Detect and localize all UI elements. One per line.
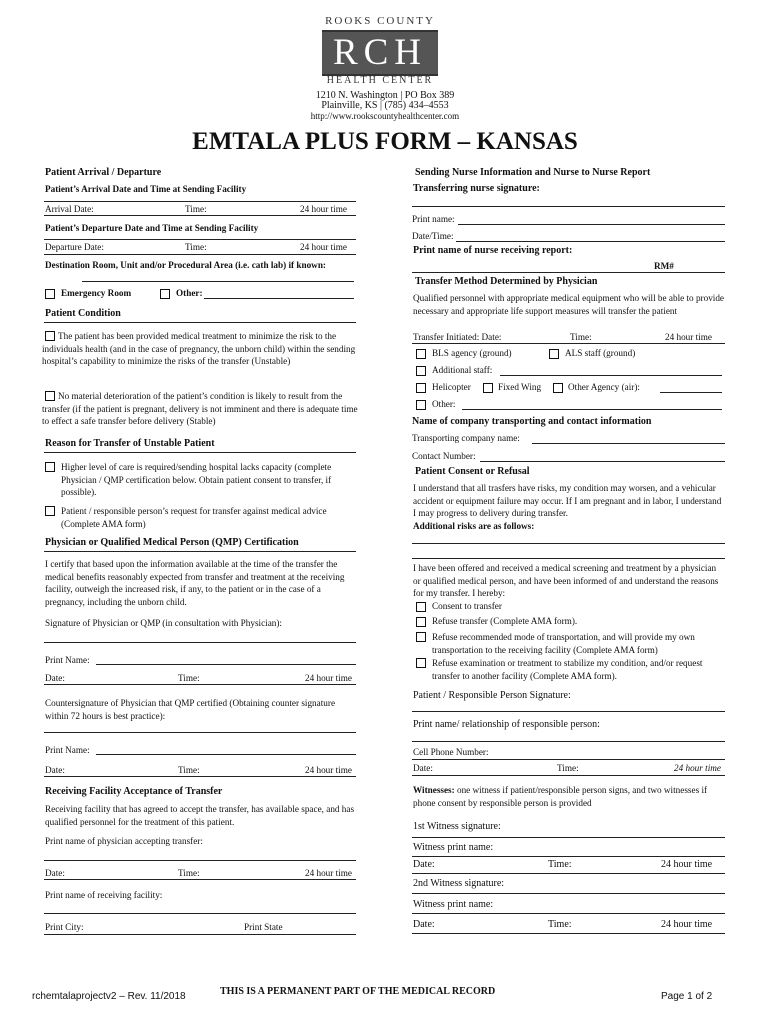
other-transport-line[interactable] (462, 409, 722, 410)
city-state-line[interactable] (44, 934, 356, 935)
arrival-24h-label: 24 hour time (300, 204, 347, 214)
destination-label: Destination Room, Unit and/or Procedural Area (i.e. cath lab) if known: (45, 260, 326, 270)
first-witness-24h-label: 24 hour time (661, 859, 713, 870)
second-witness-time-label: Time: (548, 919, 572, 930)
receiving-facility-line[interactable] (44, 913, 356, 914)
logo-top-text: ROOKS COUNTY (325, 15, 435, 27)
counter-print-name-label: Print Name: (45, 745, 90, 755)
countersignature-label: Countersignature of Physician that QMP certified (Obtaining counter signature within 72 hours is best practice): (45, 698, 336, 721)
refuse-examination-checkbox[interactable] (416, 658, 426, 668)
reason-higher-level-checkbox[interactable] (45, 462, 55, 472)
counter-date-line[interactable] (44, 776, 356, 777)
method-text: Qualified personnel with appropriate medical equipment who will be able to provide necessary and appropriate life support measures will transfer the patient (413, 293, 725, 316)
qmp-underline (44, 551, 356, 552)
counter-print-name-line[interactable] (96, 754, 356, 755)
footer-page-number: Page 1 of 2 (661, 991, 713, 1002)
screening-text: I have been offered and received a medical screening and treatment by a physician or qualified medical person, and have been informed of and understand the reasons for my transfer. I hereby: (413, 563, 719, 599)
first-witness-label: 1st Witness signature: (413, 821, 501, 832)
additional-staff-checkbox[interactable] (416, 366, 426, 376)
second-witness-date-label: Date: (413, 919, 435, 930)
departure-date-label: Departure Date: (45, 242, 104, 252)
first-witness-time-label: Time: (548, 859, 572, 870)
other-agency-line[interactable] (660, 392, 722, 393)
other-transport-checkbox[interactable] (416, 400, 426, 410)
nurse-print-name-line[interactable] (458, 224, 725, 225)
second-witness-label: 2nd Witness signature: (413, 878, 505, 889)
logo (312, 15, 448, 87)
reason-underline (44, 452, 356, 453)
refuse-mode-label: Refuse recommended mode of transportation, and will provide my own transportation to the receiving facility (Complete AMA form) (432, 632, 695, 655)
additional-staff-line[interactable] (500, 375, 722, 376)
arrival-heading: Patient Arrival / Departure (45, 167, 162, 178)
helicopter-checkbox[interactable] (416, 383, 426, 393)
reason-heading: Reason for Transfer of Unstable Patient (45, 438, 215, 449)
other-destination-label: Other: (176, 288, 203, 298)
physician-24h-label: 24 hour time (305, 673, 352, 683)
receiving-date-line[interactable] (44, 879, 356, 880)
second-witness-line[interactable] (412, 893, 725, 894)
logo-bottom-text: HEALTH CENTER (326, 75, 434, 86)
relationship-label: Print name/ relationship of responsible person: (413, 719, 600, 730)
countersignature-line[interactable] (44, 732, 356, 733)
qmp-text: I certify that based upon the information available at the time of the transfer the medical benefits reasonably expected from transfer and treatment at the receiving facility, outweigh the increased risk, if any, to the patient or in the case of a pregnancy, including the unborn child. (45, 559, 345, 607)
additional-risks-line-2[interactable] (412, 558, 725, 559)
arrival-field-line[interactable] (44, 215, 356, 216)
print-state-label: Print State (244, 922, 283, 932)
destination-field-line[interactable] (82, 281, 354, 282)
transfer-time-label: Time: (570, 332, 592, 342)
departure-subheading: Patient’s Departure Date and Time at Sending Facility (45, 223, 259, 233)
relationship-line[interactable] (412, 741, 725, 742)
logo-letters: RCH (332, 32, 428, 73)
receiving-nurse-line[interactable] (412, 272, 725, 273)
second-witness-print-line[interactable] (412, 913, 725, 914)
receiving-heading: Receiving Facility Acceptance of Transfer (45, 786, 223, 797)
address-line-2: Plainville, KS | (785) 434–4553 (321, 100, 449, 111)
consent-transfer-checkbox[interactable] (416, 602, 426, 612)
consent-text: I understand that all trasfers have risks, my condition may worsen, and a vehicular accident or equipment failure may occur. If I am pregnant and in labor, I understand I may progress to delivery during transfer. (413, 483, 722, 519)
bls-label: BLS agency (ground) (432, 348, 512, 358)
additional-staff-label: Additional staff: (432, 365, 493, 375)
refuse-transfer-checkbox[interactable] (416, 617, 426, 627)
witnesses-label: Witnesses: (413, 785, 455, 795)
first-witness-date-label: Date: (413, 859, 435, 870)
receiving-nurse-label: Print name of nurse receiving report: (413, 245, 573, 256)
nurse-date-time-label: Date/Time: (412, 231, 454, 241)
physician-date-label: Date: (45, 673, 65, 683)
physician-signature-label: Signature of Physician or QMP (in consultation with Physician): (45, 618, 282, 628)
form-title: EMTALA PLUS FORM – KANSAS (192, 128, 578, 155)
patient-date-label: Date: (413, 763, 433, 773)
other-destination-checkbox[interactable] (160, 289, 170, 299)
witnesses-text: one witness if patient/responsible person signs, and two witnesses if phone consent by responsible person is provided (413, 785, 708, 808)
transporting-company-label: Transporting company name: (412, 433, 520, 443)
patient-signature-line[interactable] (412, 711, 725, 712)
rm-label: RM# (654, 261, 674, 271)
fixed-wing-checkbox[interactable] (483, 383, 493, 393)
additional-risks-label: Additional risks are as follows: (413, 521, 535, 531)
refuse-examination-label: Refuse examination or treatment to stabilize my condition, and/or request transfer to another facility (Complete AMA form). (432, 658, 703, 681)
reason-patient-request-text: Patient / responsible person’s request for transfer against medical advice (Complete AMA form) (61, 506, 327, 529)
consent-heading: Patient Consent or Refusal (415, 466, 530, 477)
transfer-24h-label: 24 hour time (665, 332, 712, 342)
second-witness-date-line[interactable] (412, 933, 725, 934)
emergency-room-checkbox[interactable] (45, 289, 55, 299)
helicopter-label: Helicopter (432, 382, 471, 392)
transporting-company-line[interactable] (532, 443, 725, 444)
cell-phone-label: Cell Phone Number: (413, 747, 489, 757)
departure-24h-label: 24 hour time (300, 242, 347, 252)
refuse-mode-checkbox[interactable] (416, 632, 426, 642)
other-destination-field-line[interactable] (204, 298, 354, 299)
contact-number-line[interactable] (480, 461, 725, 462)
contact-number-label: Contact Number: (412, 451, 476, 461)
patient-signature-label: Patient / Responsible Person Signature: (413, 690, 571, 701)
other-agency-checkbox[interactable] (553, 383, 563, 393)
patient-time-label: Time: (557, 763, 579, 773)
physician-time-label: Time: (178, 673, 200, 683)
physician-print-name-label: Print Name: (45, 655, 90, 665)
counter-24h-label: 24 hour time (305, 765, 352, 775)
physician-print-name-line[interactable] (96, 664, 356, 665)
arrival-underline (44, 201, 356, 202)
patient-date-line[interactable] (412, 775, 725, 776)
emergency-room-label: Emergency Room (61, 288, 132, 298)
patient-24h-label: 24 hour time (674, 763, 721, 773)
company-heading: Name of company transporting and contact information (412, 416, 652, 427)
first-witness-date-line[interactable] (412, 873, 725, 874)
witnesses-note (413, 784, 729, 809)
other-agency-label: Other Agency (air): (568, 382, 640, 392)
receiving-time-label: Time: (178, 868, 200, 878)
departure-time-label: Time: (185, 242, 207, 252)
second-witness-print-label: Witness print name: (413, 899, 494, 910)
other-transport-label: Other: (432, 399, 456, 409)
consent-transfer-label: Consent to transfer (432, 601, 502, 611)
address-line-1: 1210 N. Washington | PO Box 389 (315, 90, 455, 101)
counter-time-label: Time: (178, 765, 200, 775)
physician-accepting-label: Print name of physician accepting transfer: (45, 836, 203, 846)
logo-mark (322, 30, 438, 76)
footer-permanent-notice: THIS IS A PERMANENT PART OF THE MEDICAL RECORD (220, 986, 496, 997)
departure-field-line[interactable] (44, 254, 356, 255)
transfer-initiated-line[interactable] (412, 343, 725, 344)
receiving-text: Receiving facility that has agreed to accept the transfer, has available space, and has qualified personnel for the treatment of this patient. (45, 804, 355, 827)
unstable-text: The patient has been provided medical treatment to minimize the risk to the individuals health (and in the case of pregnancy, the unborn child) within the sending hospital’s capability to minimize the risks of the transfer (Unstable) (42, 331, 356, 367)
physician-signature-line[interactable] (44, 642, 356, 643)
condition-heading: Patient Condition (45, 308, 121, 319)
arrival-date-label: Arrival Date: (45, 204, 94, 214)
departure-underline (44, 239, 356, 240)
transfer-initiated-label: Transfer Initiated: Date: (413, 332, 502, 342)
nurse-print-name-label: Print name: (412, 214, 455, 224)
physician-date-line[interactable] (44, 684, 356, 685)
stable-text: No material deterioration of the patient’s condition is likely to result from the transfer (if the patient is pregnant, delivery is not imminent and there is adequate time to effect a safe transfer before delivery (Stable) (42, 391, 358, 427)
method-heading: Transfer Method Determined by Physician (415, 276, 598, 287)
cell-phone-line[interactable] (412, 759, 725, 760)
footer-form-code: rchemtalaprojectv2 – Rev. 11/2018 (32, 991, 186, 1002)
additional-risks-line-1[interactable] (412, 543, 725, 544)
nurse-date-time-line[interactable] (456, 241, 725, 242)
receiving-24h-label: 24 hour time (305, 868, 352, 878)
first-witness-line[interactable] (412, 837, 725, 838)
reason-patient-request-checkbox[interactable] (45, 506, 55, 516)
arrival-subheading: Patient’s Arrival Date and Time at Sending Facility (45, 184, 247, 194)
condition-underline (44, 322, 356, 323)
als-label: ALS staff (ground) (565, 348, 636, 358)
nurse-heading: Sending Nurse Information and Nurse to Nurse Report (415, 167, 651, 178)
website: http://www.rookscountyhealthcenter.com (310, 111, 460, 121)
transferring-signature-line[interactable] (412, 206, 725, 207)
counter-date-label: Date: (45, 765, 65, 775)
arrival-time-label: Time: (185, 204, 207, 214)
physician-accepting-line[interactable] (44, 860, 356, 861)
print-city-label: Print City: (45, 922, 84, 932)
transferring-signature-label: Transferring nurse signature: (413, 183, 540, 194)
als-checkbox[interactable] (549, 349, 559, 359)
reason-higher-level-text: Higher level of care is required/sending hospital lacks capacity (complete Physician / QMP certification below. Obtain patient consent to transfer, if possible). (61, 462, 332, 498)
receiving-date-label: Date: (45, 868, 65, 878)
first-witness-print-line[interactable] (412, 856, 725, 857)
second-witness-24h-label: 24 hour time (661, 919, 713, 930)
receiving-facility-label: Print name of receiving facility: (45, 890, 163, 900)
bls-checkbox[interactable] (416, 349, 426, 359)
refuse-transfer-label: Refuse transfer (Complete AMA form). (432, 616, 578, 626)
qmp-heading: Physician or Qualified Medical Person (QMP) Certification (45, 537, 299, 548)
fixed-wing-label: Fixed Wing (498, 382, 542, 392)
first-witness-print-label: Witness print name: (413, 842, 494, 853)
